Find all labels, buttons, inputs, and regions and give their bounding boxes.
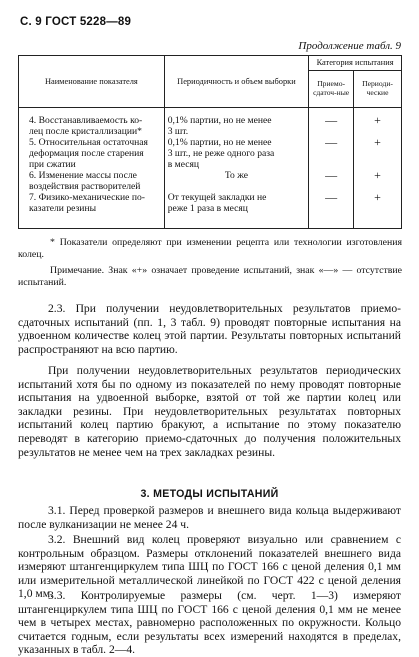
acceptance-mark-line: —: [325, 134, 338, 149]
indicator-name-line: деформация после старения: [29, 147, 144, 159]
sample-period-line: От текущей закладки не: [167, 191, 267, 203]
paragraph-3-1: 3.1. Перед проверкой размеров и внешнего вида кольца выдерживают после вулканизации не менее 24 ч.: [18, 504, 401, 531]
sample-period-line: в месяц: [167, 158, 200, 170]
acceptance-mark: [309, 134, 354, 170]
footnote: [18, 237, 402, 261]
column-header-period: Периодичность и объем выборки: [164, 56, 308, 108]
acceptance-mark-line: [312, 148, 350, 159]
paragraph-2-3-continued: При получении неудовлетворительных результатов периодических испытаний хотя бы по одному из показателей по нему проводят повторные испытания на удвоенной выборке, взятой от той же партии колец или закладки резины. При неудовлетворительных результатах повторных испытаний колец партию бракуют, а испытание по этому показателю переводят в категорию приемо-сдаточных до получения положительных результатов не менее чем на трех закладках резины.: [18, 364, 401, 459]
sample-period-line: 3 шт., не реже одного раза: [167, 147, 275, 159]
sample-period-line: То же: [224, 169, 248, 181]
acceptance-mark: [309, 189, 354, 229]
table-note: [18, 265, 402, 289]
page-header: С. 9 ГОСТ 5228—89: [20, 16, 132, 28]
sample-period: [164, 170, 308, 192]
indicator-name-line: 4. Восстанавливаемость ко-: [29, 114, 143, 126]
acceptance-mark: [309, 107, 354, 137]
periodic-mark-line: [357, 148, 398, 159]
table-row: [19, 107, 402, 137]
sample-period-line: реже 1 раза в месяц: [167, 202, 248, 214]
indicator-name-line: казатели резины: [29, 202, 97, 214]
sample-period-line: 3 шт.: [167, 125, 189, 137]
table-9: [18, 55, 402, 229]
indicator-name: [19, 107, 165, 137]
section-3-title: 3. МЕТОДЫ ИСПЫТАНИЙ: [140, 488, 279, 500]
periodic-mark-line: +: [374, 167, 381, 182]
indicator-name-line: при сжатии: [29, 158, 76, 170]
sample-period: [164, 137, 308, 170]
indicator-name: [19, 137, 165, 170]
paragraph-3-3: 3.3. Контролируемые размеры (см. черт. 1—3) измеряют штангенциркулем типа ШЦ по ГОСТ 166 с ценой деления 0,1 мм не менее чем в четырех местах, равномерно расположенных по окружности. Кольцо считается годным, если результаты всех измерений находятся в пределах, указанных в табл. 2—4.: [18, 589, 401, 657]
table-row: [19, 192, 402, 229]
sample-period-line: 0,1% партии, но не менее: [167, 114, 272, 126]
column-header-category: Категория испытания: [309, 56, 402, 71]
indicator-name-line: 5. Относительная остаточная: [29, 136, 148, 148]
indicator-name-line: воздействия растворителей: [29, 180, 141, 192]
periodic-mark: [354, 134, 402, 170]
indicator-name-line: лец после кристаллизации*: [29, 125, 142, 137]
paragraph-3-2: 3.2. Внешний вид колец проверяют визуально или сравнением с контрольным образцом. Размеры отклонений показателей внешнего вида измеряют штангенциркулем типа ШЦ по ГОСТ 166 с ценой деления 0,1 мм или измерительной металлической линейкой по ГОСТ 422 с ценой деления 1,0 мм.: [18, 533, 401, 601]
column-header-periodic: Периоди-ческие: [354, 70, 402, 107]
periodic-mark-line: +: [374, 112, 381, 127]
indicator-name: [19, 192, 165, 229]
table-continuation-label: Продолжение табл. 9: [298, 40, 401, 52]
paragraph-2-3: 2.3. При получении неудовлетворительных результатов приемо-сдаточных испытаний (пп. 1, 3 табл. 9) проводят повторные испытания на удвоенном количестве колец этой партии. Результаты повторных испытаний распространяют на всю партию.: [18, 302, 401, 356]
acceptance-mark-line: [312, 203, 350, 214]
acceptance-mark-line: —: [325, 189, 338, 204]
column-header-acceptance: Приемо-сдаточ-ные: [309, 70, 354, 107]
table-note-text: Примечание. Знак «+» означает проведение испытаний, знак «—» — отсутствие испытаний.: [18, 265, 402, 288]
periodic-mark-line: +: [374, 134, 381, 149]
periodic-mark: [354, 167, 402, 192]
acceptance-mark-line: —: [325, 112, 338, 127]
periodic-mark-line: +: [374, 189, 381, 204]
periodic-mark-line: [357, 203, 398, 214]
indicator-name-line: 6. Изменение массы после: [29, 169, 137, 181]
acceptance-mark-line: —: [325, 167, 338, 182]
footnote-text: * Показатели определяют при изменении рецепта или технологии изготовления колец.: [18, 237, 402, 260]
periodic-mark: [354, 189, 402, 229]
indicator-name-line: 7. Физико-механические по-: [29, 191, 145, 203]
sample-period-line: [168, 181, 305, 192]
periodic-mark: [354, 107, 402, 137]
sample-period-line: 0,1% партии, но не менее: [167, 136, 272, 148]
column-header-name: Наименование показателя: [19, 56, 165, 108]
sample-period: [164, 107, 308, 137]
indicator-name: [19, 170, 165, 192]
table-row: [19, 137, 402, 170]
acceptance-mark: [309, 167, 354, 192]
sample-period: [164, 192, 308, 229]
table-row: [19, 170, 402, 192]
